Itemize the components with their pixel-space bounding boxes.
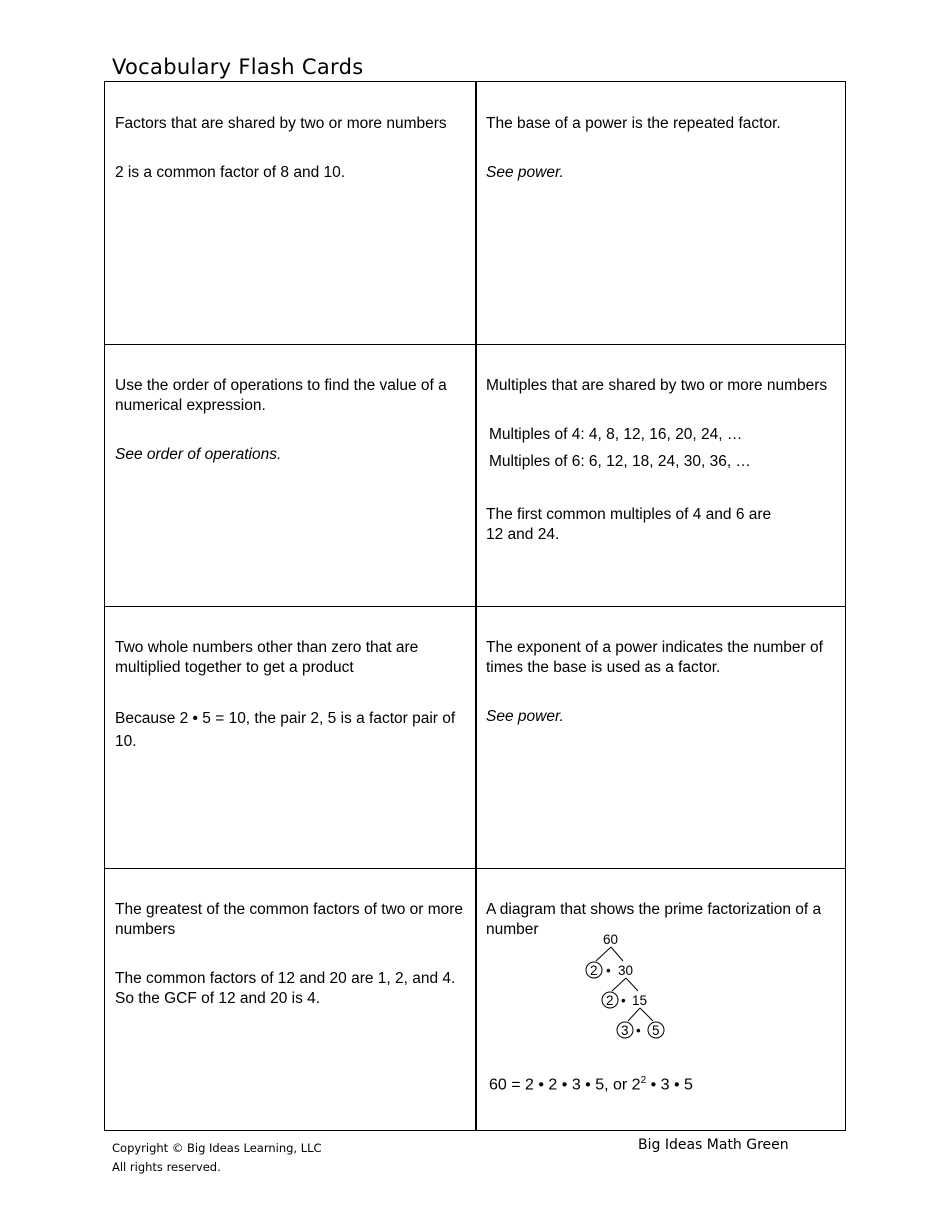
tree-prime: 5 bbox=[652, 1023, 660, 1038]
card-example: 2 is a common factor of 8 and 10. bbox=[115, 164, 346, 181]
tree-branch bbox=[612, 978, 626, 991]
card-see-also: See order of operations. bbox=[115, 446, 282, 463]
card-example-note: The first common multiples of 4 and 6 are 12 and 24. bbox=[486, 506, 772, 543]
result-suffix: • 3 • 5 bbox=[646, 1076, 693, 1094]
tree-prime: 2 bbox=[606, 993, 614, 1008]
factor-tree-diagram bbox=[575, 930, 695, 1040]
card-see-also: See power. bbox=[486, 164, 564, 181]
card-definition: Use the order of operations to find the value of a numerical expression. bbox=[115, 377, 447, 414]
copyright-notice bbox=[112, 1139, 322, 1177]
card-definition: A diagram that shows the prime factorization of a number bbox=[486, 901, 822, 938]
card-definition: The greatest of the common factors of two or more numbers bbox=[115, 901, 464, 938]
flash-card-base bbox=[476, 82, 846, 344]
card-definition: Two whole numbers other than zero that are multiplied together to get a product bbox=[115, 639, 419, 676]
flash-card-gcf bbox=[105, 868, 475, 1130]
tree-prime: 3 bbox=[621, 1023, 629, 1038]
card-example: Because 2 • 5 = 10, the pair 2, 5 is a factor pair of 10. bbox=[115, 710, 456, 750]
card-example-line: Multiples of 6: 6, 12, 18, 24, 30, 36, … bbox=[489, 453, 751, 470]
rights-line: All rights reserved. bbox=[112, 1160, 221, 1174]
book-title: Big Ideas Math Green bbox=[638, 1137, 789, 1153]
tree-branch bbox=[626, 978, 638, 991]
tree-dot: • bbox=[621, 993, 626, 1008]
tree-branch bbox=[611, 947, 623, 961]
card-example-line: Multiples of 4: 4, 8, 12, 16, 20, 24, … bbox=[489, 426, 743, 443]
card-example: The common factors of 12 and 20 are 1, 2, and 4. So the GCF of 12 and 20 is 4. bbox=[115, 970, 456, 1007]
tree-composite: 15 bbox=[632, 993, 648, 1008]
result-prefix: 60 = 2 • 2 • 3 • 5, or 2 bbox=[489, 1076, 641, 1094]
tree-prime: 2 bbox=[590, 963, 598, 978]
card-definition: The base of a power is the repeated factor. bbox=[486, 115, 781, 132]
card-definition: The exponent of a power indicates the number of times the base is used as a factor. bbox=[486, 639, 823, 676]
tree-root: 60 bbox=[603, 932, 619, 947]
tree-dot: • bbox=[636, 1023, 641, 1038]
prime-factorization-result bbox=[489, 1071, 693, 1095]
card-see-also: See power. bbox=[486, 708, 564, 725]
result-exponent: 2 bbox=[640, 1075, 647, 1086]
tree-dot: • bbox=[606, 963, 611, 978]
tree-composite: 30 bbox=[618, 963, 634, 978]
card-definition: Multiples that are shared by two or more numbers bbox=[486, 377, 828, 394]
flash-card-evaluate bbox=[105, 344, 475, 606]
flash-card-exponent bbox=[476, 606, 846, 868]
tree-branch bbox=[640, 1008, 653, 1021]
tree-branch bbox=[628, 1008, 640, 1021]
flash-card-common-factors bbox=[105, 82, 475, 344]
copyright-line: Copyright © Big Ideas Learning, LLC bbox=[112, 1141, 322, 1155]
card-definition: Factors that are shared by two or more numbers bbox=[115, 115, 447, 132]
page-title: Vocabulary Flash Cards bbox=[112, 55, 364, 79]
flash-card-grid bbox=[104, 81, 846, 1131]
tree-branch bbox=[596, 947, 611, 961]
flash-card-common-multiples bbox=[476, 344, 846, 606]
flash-card-factor-pair bbox=[105, 606, 475, 868]
flash-card-factor-tree bbox=[476, 868, 846, 1130]
